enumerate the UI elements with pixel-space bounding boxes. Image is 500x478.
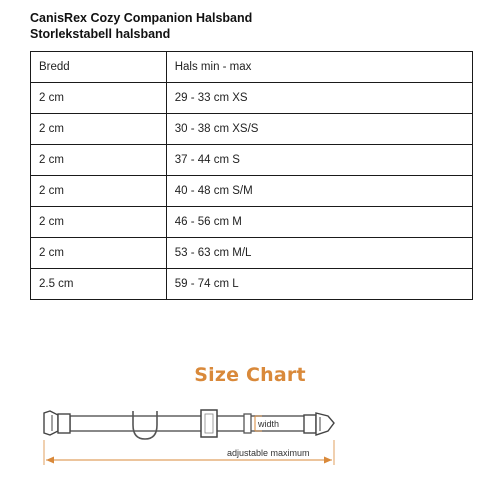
- keeper-loop-icon: [244, 414, 251, 433]
- adjustable-dimension: [44, 440, 334, 465]
- table-row: [31, 176, 473, 207]
- cell-neck-size: 59 - 74 cm L: [166, 269, 472, 300]
- table-row: [31, 269, 473, 300]
- width-label: width: [258, 419, 280, 429]
- cell-width: 2 cm: [31, 207, 167, 238]
- cell-neck-size: 46 - 56 cm M: [166, 207, 472, 238]
- cell-neck-size: 40 - 48 cm S/M: [166, 176, 472, 207]
- adjustable-label: adjustable maximum: [227, 448, 310, 458]
- cell-width: 2 cm: [31, 114, 167, 145]
- table-row: [31, 114, 473, 145]
- cell-width: 2 cm: [31, 145, 167, 176]
- d-ring-icon: [133, 411, 157, 439]
- cell-width: 2 cm: [31, 83, 167, 114]
- collar-diagram: [0, 385, 500, 478]
- header-cell-neck: Hals min - max: [166, 52, 472, 83]
- table-row: [31, 83, 473, 114]
- width-indicator: [255, 416, 279, 431]
- cell-width: 2 cm: [31, 238, 167, 269]
- size-chart-title: Size Chart: [194, 364, 306, 386]
- table-header-row: [31, 52, 473, 83]
- heading: [30, 10, 252, 42]
- cell-neck-size: 37 - 44 cm S: [166, 145, 472, 176]
- cell-width: 2 cm: [31, 176, 167, 207]
- slider-icon: [201, 410, 217, 437]
- size-table: [30, 51, 473, 300]
- cell-neck-size: 30 - 38 cm XS/S: [166, 114, 472, 145]
- clip-icon: [304, 413, 334, 435]
- table-row: [31, 207, 473, 238]
- cell-neck-size: 53 - 63 cm M/L: [166, 238, 472, 269]
- cell-width: 2.5 cm: [31, 269, 167, 300]
- table-title: Storlekstabell halsband: [30, 27, 171, 41]
- buckle-icon: [44, 411, 70, 435]
- header-cell-width: Bredd: [31, 52, 167, 83]
- cell-neck-size: 29 - 33 cm XS: [166, 83, 472, 114]
- table-row: [31, 145, 473, 176]
- table-row: [31, 238, 473, 269]
- product-title: CanisRex Cozy Companion Halsband: [30, 11, 253, 25]
